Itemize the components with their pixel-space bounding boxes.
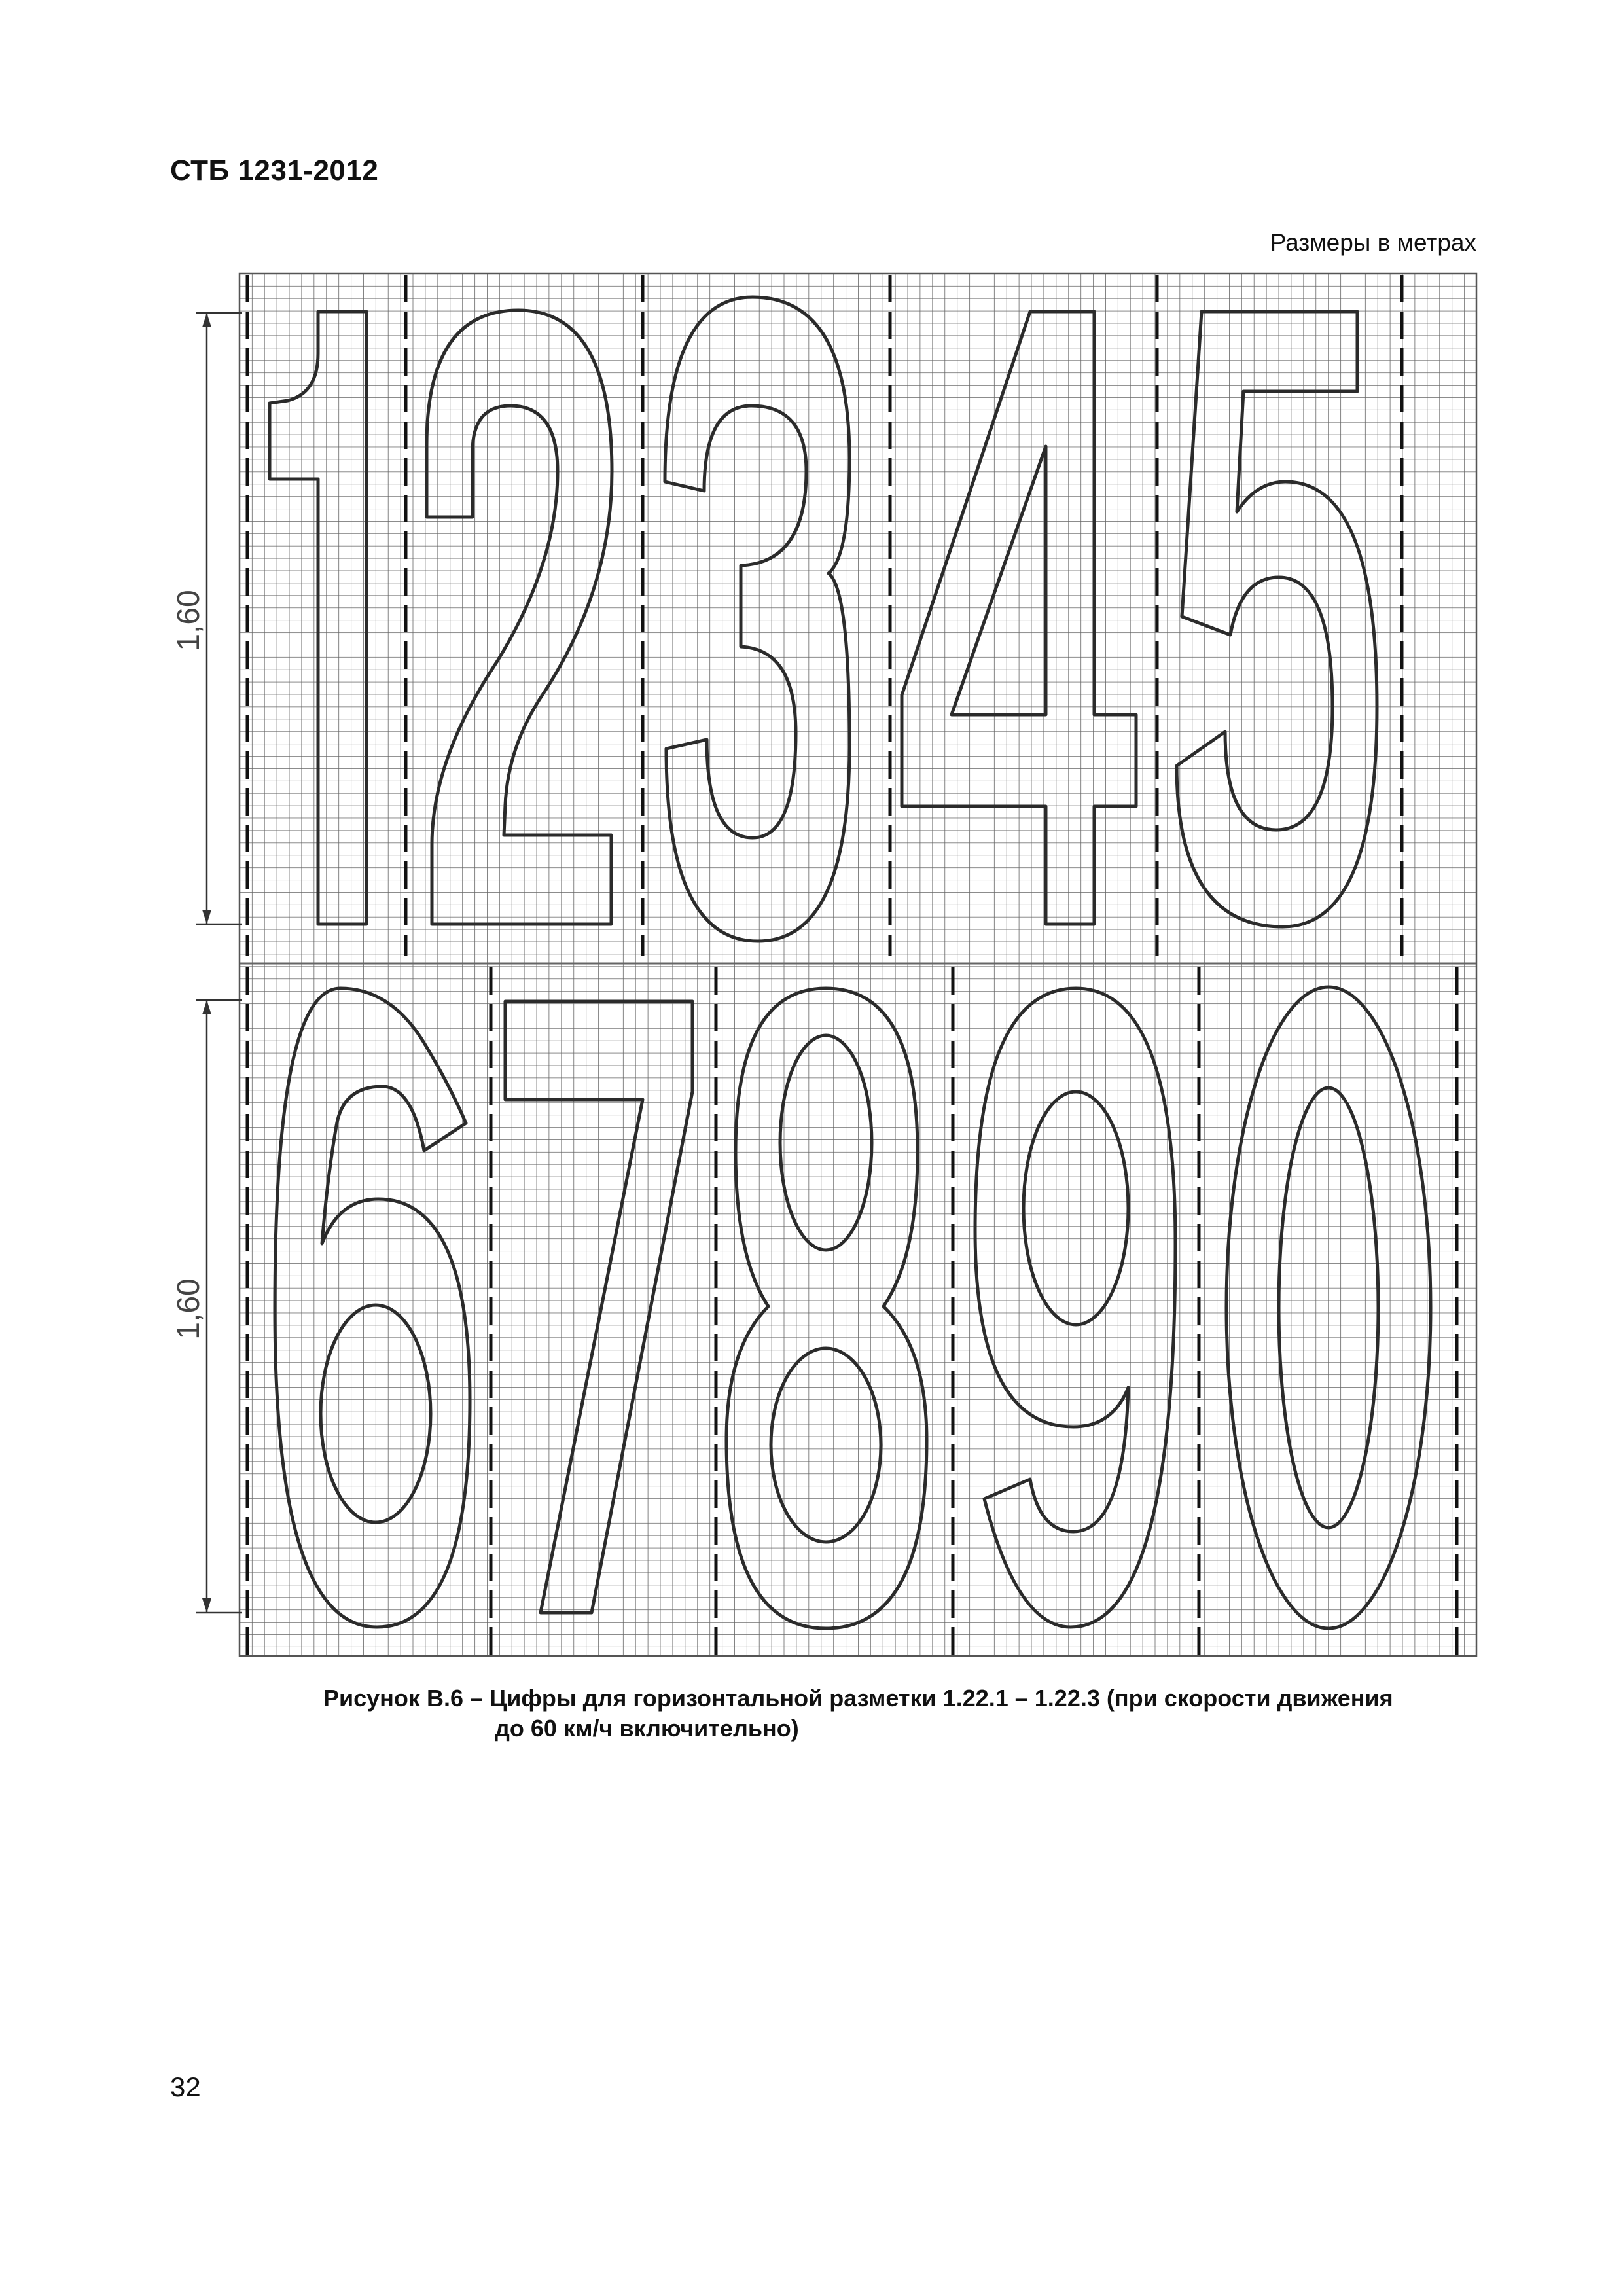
dimension-label-bottom: 1,60 [171, 1278, 206, 1340]
figure-caption [323, 1683, 1501, 1744]
page-number: 32 [170, 2072, 201, 2102]
dimension-label-top: 1,60 [171, 590, 206, 651]
caption-line-1: Рисунок В.6 – Цифры для горизонтальной разметки 1.22.1 – 1.22.3 (при скорости движения [323, 1685, 1393, 1712]
units-note: Размеры в метрах [1270, 229, 1476, 256]
document-code: СТБ 1231-2012 [170, 154, 379, 187]
caption-line-2: до 60 км/ч включительно) [495, 1715, 799, 1742]
